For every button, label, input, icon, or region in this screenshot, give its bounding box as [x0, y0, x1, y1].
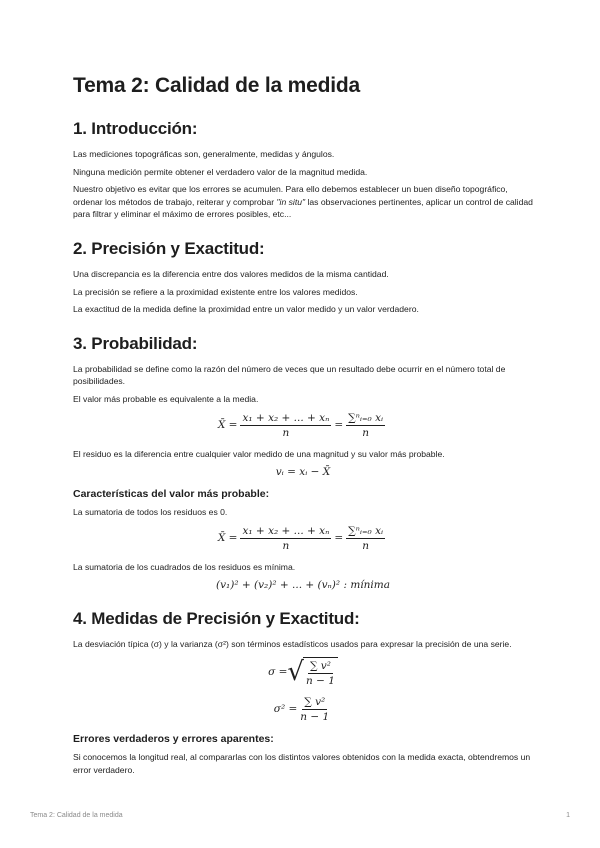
document-content	[73, 71, 533, 793]
paragraph: Ninguna medición permite obtener el verdadero valor de la magnitud medida.	[73, 166, 368, 177]
section-heading: 2. Precisión y Exactitud:	[73, 238, 265, 258]
subheading: Características del valor más probable:	[73, 488, 270, 501]
fraction: $\frac{\text{∑ⁿᵢ₌₀ xᵢ}}{n}$	[348, 524, 384, 552]
page-footer	[30, 812, 570, 819]
paragraph: Nuestro objetivo es evitar que los errores se acumulen. Para ello debemos establecer un buen diseño topográfico, ordenar los métodos de trabajo, reiterar y comprobar "in situ" las observaciones pertinentes, aplicar un control de calidad para filtrar y eliminar el máximo de errores posibles, etc...	[73, 184, 533, 220]
fraction: $\frac{\text{∑ v²}}{n - 1}$	[300, 695, 330, 723]
paragraph: La desviación típica (σ) y la varianza (σ²) son términos estadísticos usados para expresar la precisión de una serie.	[73, 639, 512, 650]
fraction: $\frac{\text{∑ⁿᵢ₌₀ xᵢ}}{n}$	[348, 411, 384, 439]
footer-title: Tema 2: Calidad de la medida	[30, 812, 123, 819]
equation-mean: X̄ = $\frac{\text{x₁ + x₂ + ... + xₙ}}{n}$ = $\frac{\text{∑ⁿᵢ₌₀ xᵢ}}{n}$	[217, 411, 384, 439]
section-heading: 1. Introducción:	[73, 119, 198, 138]
equation-variance: σ² = $\frac{\text{∑ v²}}{n - 1}$	[273, 695, 330, 723]
fraction: $\frac{\text{∑ v²}}{n - 1}$	[305, 659, 335, 687]
page-title: Tema 2: Calidad de la medida	[73, 74, 360, 97]
section-medidas-precision	[73, 608, 533, 776]
paragraph: La precisión se refiere a la proximidad existente entre los valores medidos.	[73, 286, 358, 297]
section-introduccion	[73, 118, 533, 221]
square-root	[287, 657, 338, 687]
italic-term: "in situ"	[276, 196, 306, 207]
paragraph: El residuo es la diferencia entre cualquier valor medido de una magnitud y su valor más probable.	[73, 448, 445, 459]
section-heading: 3. Probabilidad:	[73, 333, 198, 353]
equation-residual: vᵢ = xᵢ − X̄	[275, 466, 331, 479]
equation-std-deviation: σ = √ $\frac{\text{∑ v²}}{n - 1}$	[73, 657, 533, 687]
subheading: Errores verdaderos y errores aparentes:	[73, 732, 274, 745]
paragraph: Si conocemos la longitud real, al compararlas con los distintos valores obtenidos con la medida exacta, obtendremos un error verdadero.	[73, 751, 531, 775]
section-heading: 4. Medidas de Precisión y Exactitud:	[73, 609, 360, 629]
radical-sign: √	[287, 656, 304, 687]
paragraph: La sumatoria de todos los residuos es 0.	[73, 507, 228, 518]
paragraph: El valor más probable es equivalente a la media.	[73, 393, 259, 404]
page-number: 1	[566, 812, 570, 819]
equation-minimum: (v₁)² + (v₂)² + ... + (vₙ)² : mínima	[216, 579, 390, 592]
section-probabilidad	[73, 333, 533, 592]
paragraph: Una discrepancia es la diferencia entre dos valores medidos de la misma cantidad.	[73, 268, 389, 279]
paragraph: La probabilidad se define como la razón del número de veces que un resultado debe ocurrir en el número total de posibilidades.	[73, 363, 506, 387]
paragraph: La exactitud de la medida define la proximidad entre un valor medido y un valor verdadero.	[73, 304, 419, 315]
fraction: $\frac{\text{x₁ + x₂ + ... + xₙ}}{n}$	[242, 524, 330, 552]
paragraph: La sumatoria de los cuadrados de los residuos es mínima.	[73, 561, 296, 572]
fraction: $\frac{\text{x₁ + x₂ + ... + xₙ}}{n}$	[242, 411, 330, 439]
paragraph: Las mediciones topográficas son, generalmente, medidas y ángulos.	[73, 149, 335, 159]
section-precision-exactitud	[73, 238, 533, 316]
equation-mean-repeat: X̄ = $\frac{\text{x₁ + x₂ + ... + xₙ}}{n}$ = $\frac{\text{∑ⁿᵢ₌₀ xᵢ}}{n}$	[217, 524, 384, 552]
